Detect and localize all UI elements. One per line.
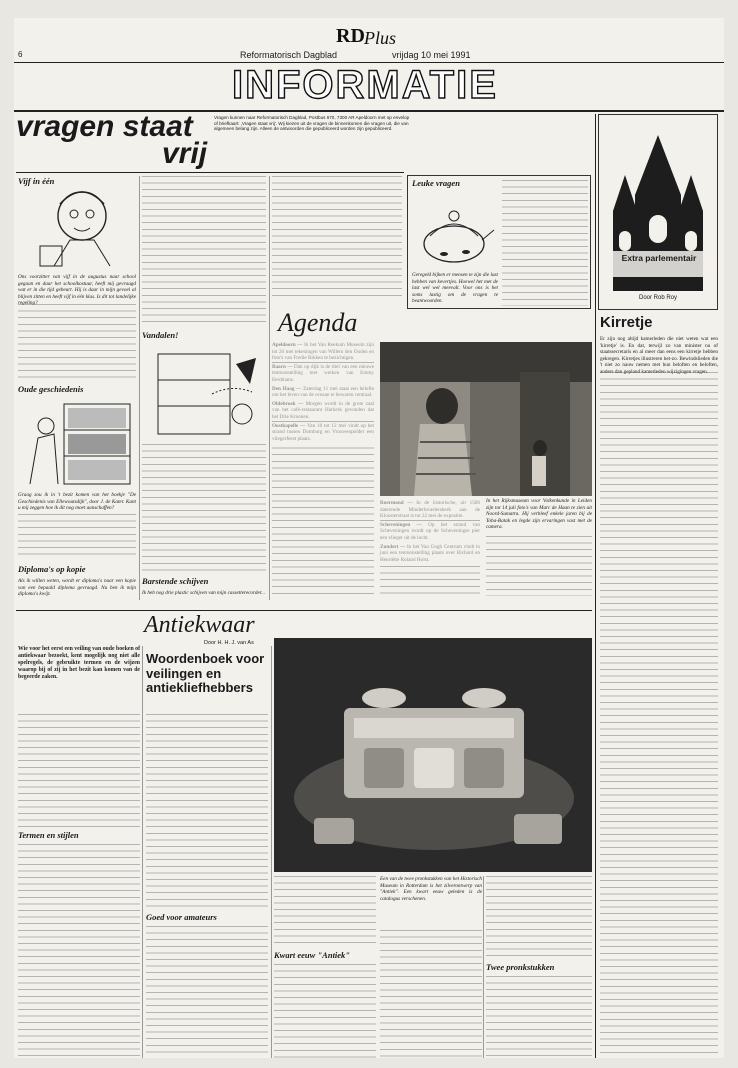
- section-title: INFORMATIE: [232, 63, 498, 107]
- antiek-col3-b: [274, 964, 376, 1058]
- vragen-title-line1: vragen staat: [16, 110, 193, 143]
- vragen-sub-vijf: Vijf in één: [18, 176, 55, 186]
- vragen-a2: [18, 514, 136, 560]
- agenda-entry-text: Van 10 tot 12 mei vindt op het strand tussen Domburg en Vrouwenpolder een vliegerfeest plaats.: [272, 422, 374, 442]
- antiek-sub-pronk: Twee pronkstukken: [486, 962, 555, 972]
- svg-text:RD: RD: [336, 25, 365, 47]
- agenda-entry-text: Zaterdag 11 mei staat een belofte om het leven van de oceaan te bewaren centraal.: [272, 385, 374, 399]
- antiek-headline: Woordenboek voor veilingen en antiekliefhebbers: [146, 651, 265, 695]
- agenda-entry-place: Oostkapelle —: [272, 422, 308, 429]
- leuke-vragen-box: [407, 175, 591, 309]
- vragen-sub-vandalen: Vandalen!: [142, 330, 179, 340]
- antiek-photo: [274, 638, 592, 872]
- vragen-sub-oude: Oude geschiedenis: [18, 384, 84, 394]
- agenda-entry: [380, 500, 480, 520]
- agenda-entry: [272, 423, 374, 443]
- antiek-byline: Door H. H. J. van As: [204, 640, 254, 646]
- leuke-caption: Geregeld bijken er mensen te zijn die last hebben van kevertjes. Hoewel het met de last wel wel meevalt. Voor ons is het soms lastig om de vragen te beantwoorden.: [412, 272, 498, 305]
- agenda-entry-place: Oldebroek —: [272, 400, 306, 407]
- antiek-col5-a: [486, 876, 592, 960]
- agenda-col1: [272, 342, 374, 596]
- antiek-col2-b: [146, 926, 268, 1058]
- agenda-entry-text: Morgen wordt in de grote zaal van het café-restaurant Harkerk gevonden dat het Drie Kroonen.: [272, 400, 374, 420]
- vandal-illustration: [152, 344, 264, 440]
- agenda-col3: [486, 536, 592, 596]
- agenda-entry: [380, 522, 480, 542]
- kerk-intro: Er zijn nog altijd kamerleden die niet weten wat een 'kirretje' is. En dat, terwijl zo van minister nu of staatssecretaris en al meer dan eens een kirretje hebben gekregen. Kirretjes illustreren het-zo. Bewindslieden die 't niet zo nauw nemen met hun beloften en beloften, anders dan gepland kamerleden wijzigingen vragen.: [600, 336, 718, 375]
- vragen-title-vrij: vrij: [162, 137, 208, 170]
- page-number: 6: [18, 50, 23, 59]
- agenda-entry-text: In het Van Gogh Centrum vindt in juni een tentoonstelling plaats over Richard en Henriëtte Roland Holst.: [380, 543, 481, 563]
- kerk-credit: Door Rob Roy: [638, 295, 677, 301]
- agenda-entry: [272, 386, 374, 399]
- agenda-title: Agenda: [278, 308, 358, 337]
- antiek-photo-caption: Een van de twee pronkstukken van het Historisch Museum in Rotterdam is het zilverontwerp van "Antiek". Een kwart eeuw geleden is de catalogus verschenen.: [380, 876, 482, 902]
- kerk-illustration-box: [598, 114, 718, 310]
- vragen-q2: Graag zou ik in 't bezit komen van het boekje "De Geschiedenis van Ellewoutsdijk", door J. de Kater. Kunt u mij zeggen hoe ik dit nog moet aanschaffen?: [18, 492, 136, 512]
- agenda-entry: [272, 364, 374, 384]
- vragen-rule: [16, 172, 404, 173]
- vragen-col3: [272, 176, 402, 300]
- agenda-header: [272, 310, 592, 336]
- agenda-entry-text: In de historische, uit 1500 daterende Minderbroederskerk aan de Kloosterstraat is tot 22 mei de expositie.: [380, 500, 480, 520]
- newspaper-page: [14, 18, 724, 1058]
- col-divider-5: [483, 876, 484, 1058]
- issue-date: vrijdag 10 mei 1991: [392, 50, 471, 60]
- vragen-q3: Als ik willen weten, wordt er diploma's naar een kopie van een bepaald diploma gevraagd. Nu ben ik mijn diploma's kwijt.: [18, 578, 136, 598]
- agenda-col2: [380, 500, 480, 596]
- agenda-photo-caption: In het Rijksmuseum voor Volkenkunde in Leiden zijn tot 14 juli foto's van Marc de Haan te zien uit Noord-Sumatra. Hij verbleef enkele jaren bij de Toba-Batak en legde zijn ervaringen vast met de camera.: [486, 498, 592, 531]
- antiek-col5-b: [486, 976, 592, 1058]
- vragen-col2-top: [142, 176, 266, 326]
- agenda-entry-text: Op het strand van Scheveningen wordt op de Scheveningse pier een vlieger uit de lucht.: [380, 521, 480, 541]
- col-divider-4: [271, 646, 272, 1058]
- svg-text:Plus: Plus: [364, 28, 397, 48]
- bookcase-illustration: [24, 398, 136, 488]
- rd-plus-logo: [332, 20, 406, 50]
- kerk-divider: [595, 114, 596, 1058]
- antiek-lead: Wie voor het eerst een veiling van oude boeken of antiekwaar bezoekt, kent mogelijk nog niet alle spelregels, de gebruikte termen en de wijzen waarop bij of zij in het bezit kan komen van de begeerde zaken.: [18, 646, 140, 680]
- antiek-col4: [380, 930, 482, 1058]
- vragen-a1: [18, 304, 136, 380]
- vragen-sub-barstende: Barstende schijven: [142, 576, 209, 586]
- paper-name: Reformatorisch Dagblad: [240, 50, 338, 60]
- agenda-entry-place: Baarn —: [272, 363, 295, 370]
- agenda-entry-place: Den Haag —: [272, 385, 304, 392]
- antiek-sub-termen: Termen en stijlen: [18, 830, 79, 840]
- antiek-col1-b: [18, 844, 140, 1058]
- agenda-entry-place: Scheveningen —: [380, 521, 429, 528]
- vragen-q5: Ik heb nog drie plastic schijven van mijn cassetterecorder...: [142, 590, 266, 596]
- antiek-col2-a: [146, 714, 268, 910]
- agenda-entry-text: Dak op dijk is de titel van een nieuwe tentoonstelling met werken van Emmy Eerdmans.: [272, 363, 374, 383]
- kettle-illustration: [414, 192, 496, 268]
- antiek-sub-kwart: Kwart eeuw "Antiek": [274, 950, 351, 960]
- agenda-entry-text: In het Van Reekum Museum zijn tot 26 mei tekeningen van Willem den Ouden en foto's van Fredie Rikken te bezichtigen.: [272, 342, 374, 362]
- antiek-col3-a: [274, 876, 376, 946]
- col-divider-2: [269, 176, 270, 600]
- vragen-sub-leuke: Leuke vragen: [412, 178, 460, 188]
- antiek-sub-amateurs: Goed voor amateurs: [146, 912, 217, 922]
- agenda-photo: [380, 342, 592, 496]
- vragen-intro: Vragen kunnen naar Reformatorisch Dagblad, Postbus 670, 7300 AR Apeldoorn met op envelop of briefkaart: ‚Vragen staat vrij'. Wij kiezen uit de vragen de binnenkomen die vragen uit, die van algemeen belang zijn. Alleen de antwoorden die gepubliceerd worden zijn gepubliceerd.: [214, 115, 410, 132]
- kerk-box-label: Extra parlementair: [621, 253, 697, 263]
- agenda-entry-place: Zundert —: [380, 543, 407, 550]
- vragen-q1: Ons voorzitter van vijf in de augustus naar school gegaan en daar het schoolkostuur, heeft mij gevraagd wat er in die tijd gebeurt. Hij is daar in mijn gevoel al blijven zitten en heeft vijf in één klas. Is dit tot landelijke regeling?: [18, 274, 136, 307]
- vragen-col2-mid: [142, 444, 266, 572]
- cartoon-teacher: [34, 176, 130, 272]
- leuke-body: [502, 180, 588, 306]
- antiek-section-title: Antiekwaar: [144, 612, 255, 638]
- kerk-title: Kirretje: [600, 314, 653, 331]
- col-divider-1: [139, 176, 140, 600]
- vragen-sub-diploma: Diploma's op kopie: [18, 564, 86, 574]
- agenda-entry: [380, 544, 480, 564]
- antiek-top-rule: [16, 610, 592, 611]
- agenda-entry-place: Roermond —: [380, 500, 417, 506]
- kerk-body: [600, 372, 718, 1058]
- agenda-entry: [272, 342, 374, 362]
- agenda-entry-place: Apeldoorn —: [272, 342, 305, 348]
- agenda-entry: [272, 401, 374, 421]
- col-divider-3: [142, 646, 143, 1058]
- antiek-col1-a: [18, 714, 140, 828]
